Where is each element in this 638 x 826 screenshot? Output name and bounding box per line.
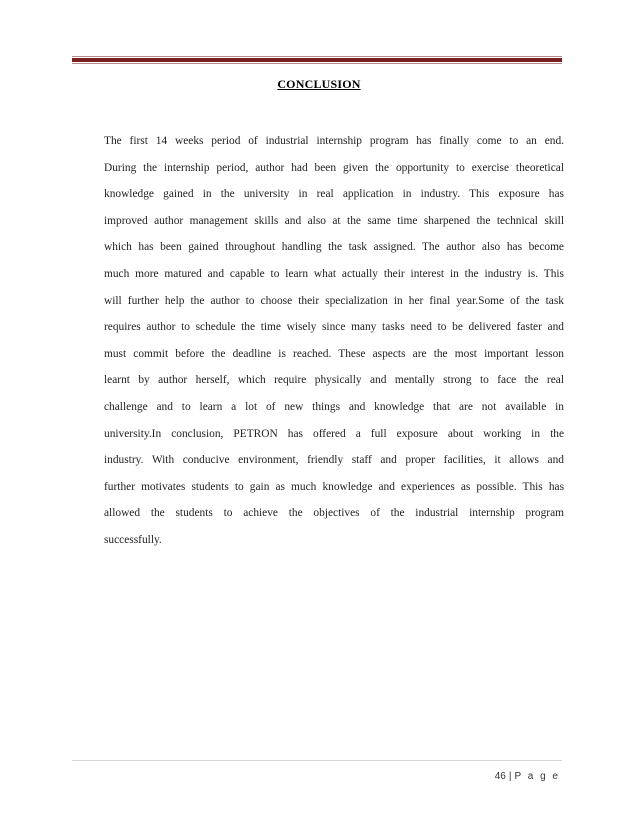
paragraph-line: university.In conclusion, PETRON has offered a full exposure about working in the bbox=[104, 427, 564, 440]
paragraph-line: The first 14 weeks period of industrial internship program has finally come to an end. bbox=[104, 135, 564, 147]
paragraph-line: much more matured and capable to learn what actually their interest in the industry is. This bbox=[104, 267, 564, 280]
paragraph-line: learnt by author herself, which require physically and mentally strong to face the real bbox=[104, 374, 564, 387]
header-rule-thick bbox=[72, 58, 562, 62]
footer-separator: | bbox=[508, 771, 512, 782]
paragraph-line: must commit before the deadline is reached. These aspects are the most important lesson bbox=[104, 347, 564, 360]
paragraph-line: successfully. bbox=[104, 533, 162, 546]
page-label: P a g e bbox=[514, 771, 560, 782]
paragraph-line: knowledge gained in the university in real application in industry. This exposure has bbox=[104, 188, 564, 201]
paragraph-line: further motivates students to gain as much knowledge and experiences as possible. This has bbox=[104, 480, 564, 493]
paragraph-line: will further help the author to choose their specialization in her final year.Some of the task bbox=[104, 294, 564, 307]
header-rule-thin-top bbox=[72, 56, 562, 57]
header-rule-thin-bottom bbox=[72, 63, 562, 64]
paragraph-line: which has been gained throughout handling the task assigned. The author also has become bbox=[104, 241, 564, 254]
page-footer bbox=[460, 771, 560, 782]
paragraph-line: industry. With conducive environment, friendly staff and proper facilities, it allows and bbox=[104, 454, 564, 467]
paragraph-line: improved author management skills and also at the same time sharpened the technical skill bbox=[104, 214, 564, 227]
paragraph-line: requires author to schedule the time wisely since many tasks need to be delivered faster and bbox=[104, 321, 564, 334]
section-title: CONCLUSION bbox=[277, 77, 361, 91]
footer-rule bbox=[72, 760, 562, 761]
paragraph-line: allowed the students to achieve the objectives of the industrial internship program bbox=[104, 507, 564, 520]
paragraph-line: During the internship period, author had been given the opportunity to exercise theoretical bbox=[104, 161, 564, 174]
conclusion-paragraph bbox=[104, 128, 564, 554]
paragraph-line: challenge and to learn a lot of new things and knowledge that are not available in bbox=[104, 400, 564, 413]
page-number: 46 bbox=[494, 771, 506, 782]
